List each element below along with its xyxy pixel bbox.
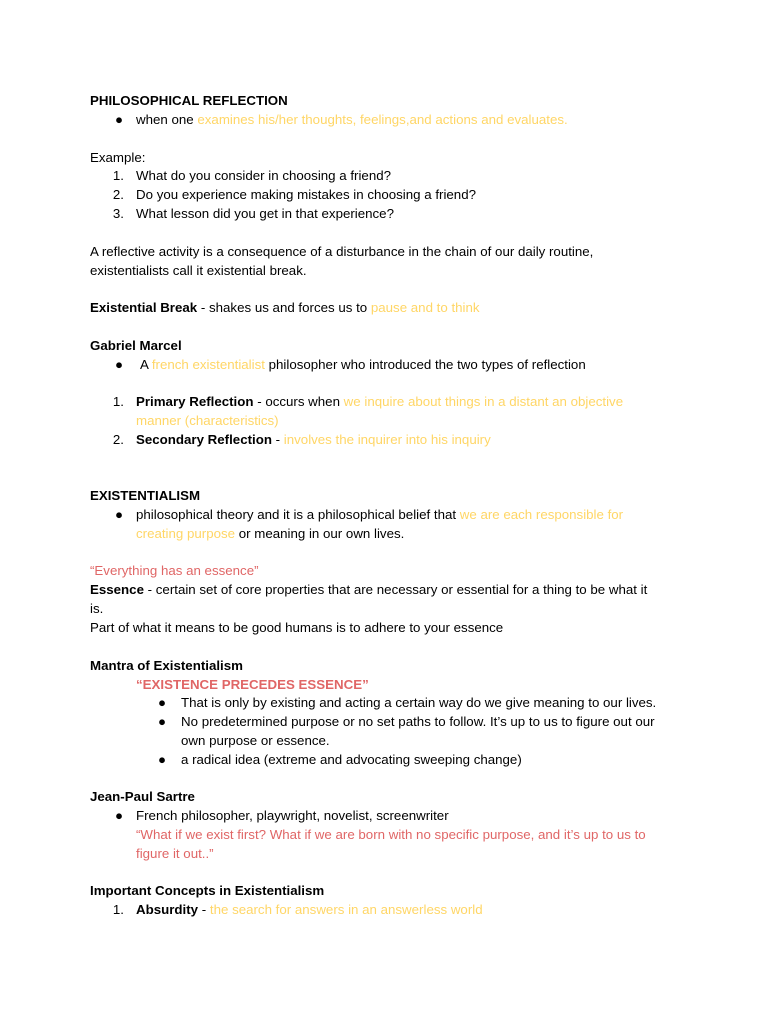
essence-definition bbox=[90, 580, 647, 599]
list-number: 3. bbox=[112, 206, 124, 221]
list-item: Do you experience making mistakes in choosing a friend? bbox=[136, 187, 476, 202]
quote-everything-has-essence: “Everything has an essence” bbox=[90, 563, 259, 578]
bullet-text bbox=[136, 524, 404, 543]
section-title-philosophical-reflection: PHILOSOPHICAL REFLECTION bbox=[90, 93, 288, 108]
text: - bbox=[271, 432, 284, 447]
text: philosophical theory and it is a philosophical belief that bbox=[136, 507, 460, 522]
paragraph-line: Part of what it means to be good humans is to adhere to your essence bbox=[90, 620, 504, 635]
bullet-icon: ● bbox=[158, 695, 167, 710]
term: Primary Reflection bbox=[136, 394, 254, 409]
bullet-text bbox=[136, 505, 623, 524]
paragraph-line: existentialists call it existential break. bbox=[90, 263, 307, 278]
highlighted-text: involves the inquirer into his inquiry bbox=[283, 432, 491, 447]
highlighted-text: manner (characteristics) bbox=[136, 413, 279, 428]
bullet-text: a radical idea (extreme and advocating sweeping change) bbox=[181, 752, 522, 767]
bullet-icon: ● bbox=[115, 112, 124, 127]
list-number: 1. bbox=[112, 902, 124, 917]
list-item: What lesson did you get in that experience? bbox=[136, 206, 394, 221]
list-item: What do you consider in choosing a friend? bbox=[136, 168, 392, 183]
text: - bbox=[198, 902, 210, 917]
bullet-text: own purpose or essence. bbox=[181, 733, 330, 748]
text: or meaning in our own lives. bbox=[235, 526, 405, 541]
highlighted-text: we are each responsible for bbox=[459, 507, 624, 522]
list-number: 1. bbox=[112, 168, 124, 183]
existential-break-line bbox=[90, 298, 480, 317]
bullet-text bbox=[136, 110, 568, 129]
term: Existential Break bbox=[90, 300, 198, 315]
text: philosopher who introduced the two types of reflection bbox=[264, 357, 586, 372]
text: - occurs when bbox=[253, 394, 344, 409]
section-title-important-concepts: Important Concepts in Existentialism bbox=[90, 883, 325, 898]
essence-definition-cont: is. bbox=[90, 601, 104, 616]
mantra-quote: “EXISTENCE PRECEDES ESSENCE” bbox=[136, 677, 369, 692]
list-item bbox=[136, 430, 491, 449]
list-number: 2. bbox=[112, 432, 124, 447]
text: - certain set of core properties that are necessary or essential for a thing to be what it bbox=[143, 582, 648, 597]
bullet-text: French philosopher, playwright, novelist, screenwriter bbox=[136, 808, 449, 823]
section-title-existentialism: EXISTENTIALISM bbox=[90, 488, 201, 503]
term: Absurdity bbox=[136, 902, 199, 917]
list-item bbox=[136, 900, 483, 919]
highlighted-text: french existentialist bbox=[151, 357, 265, 372]
highlighted-text: examines his/her thoughts, feelings,and actions and evaluates. bbox=[197, 112, 568, 127]
highlighted-text: pause and to think bbox=[370, 300, 480, 315]
paragraph-line: A reflective activity is a consequence of a disturbance in the chain of our daily routine, bbox=[90, 244, 594, 259]
highlighted-text: the search for answers in an answerless world bbox=[209, 902, 483, 917]
list-number: 2. bbox=[112, 187, 124, 202]
term: Secondary Reflection bbox=[136, 432, 272, 447]
highlighted-text: we inquire about things in a distant an objective bbox=[343, 394, 624, 409]
bullet-icon: ● bbox=[158, 752, 167, 767]
example-label: Example: bbox=[90, 150, 146, 165]
section-title-gabriel-marcel: Gabriel Marcel bbox=[90, 338, 182, 353]
sartre-quote: figure it out..” bbox=[136, 846, 214, 861]
list-number: 1. bbox=[112, 394, 124, 409]
bullet-text bbox=[140, 355, 586, 374]
text: - shakes us and forces us to bbox=[197, 300, 371, 315]
text: A bbox=[140, 357, 152, 372]
bullet-icon: ● bbox=[115, 507, 124, 522]
term: Essence bbox=[90, 582, 144, 597]
sartre-quote: “What if we exist first? What if we are born with no specific purpose, and it’s up to us to bbox=[136, 827, 646, 842]
bullet-icon: ● bbox=[115, 357, 124, 372]
list-item bbox=[136, 392, 623, 411]
bullet-text: No predetermined purpose or no set paths to follow. It’s up to us to figure out our bbox=[181, 714, 655, 729]
section-title-sartre: Jean-Paul Sartre bbox=[90, 789, 195, 804]
text: when one bbox=[136, 112, 198, 127]
section-title-mantra: Mantra of Existentialism bbox=[90, 658, 243, 673]
highlighted-text: creating purpose bbox=[136, 526, 236, 541]
bullet-icon: ● bbox=[115, 808, 124, 823]
bullet-text: That is only by existing and acting a certain way do we give meaning to our lives. bbox=[181, 695, 657, 710]
bullet-icon: ● bbox=[158, 714, 167, 729]
